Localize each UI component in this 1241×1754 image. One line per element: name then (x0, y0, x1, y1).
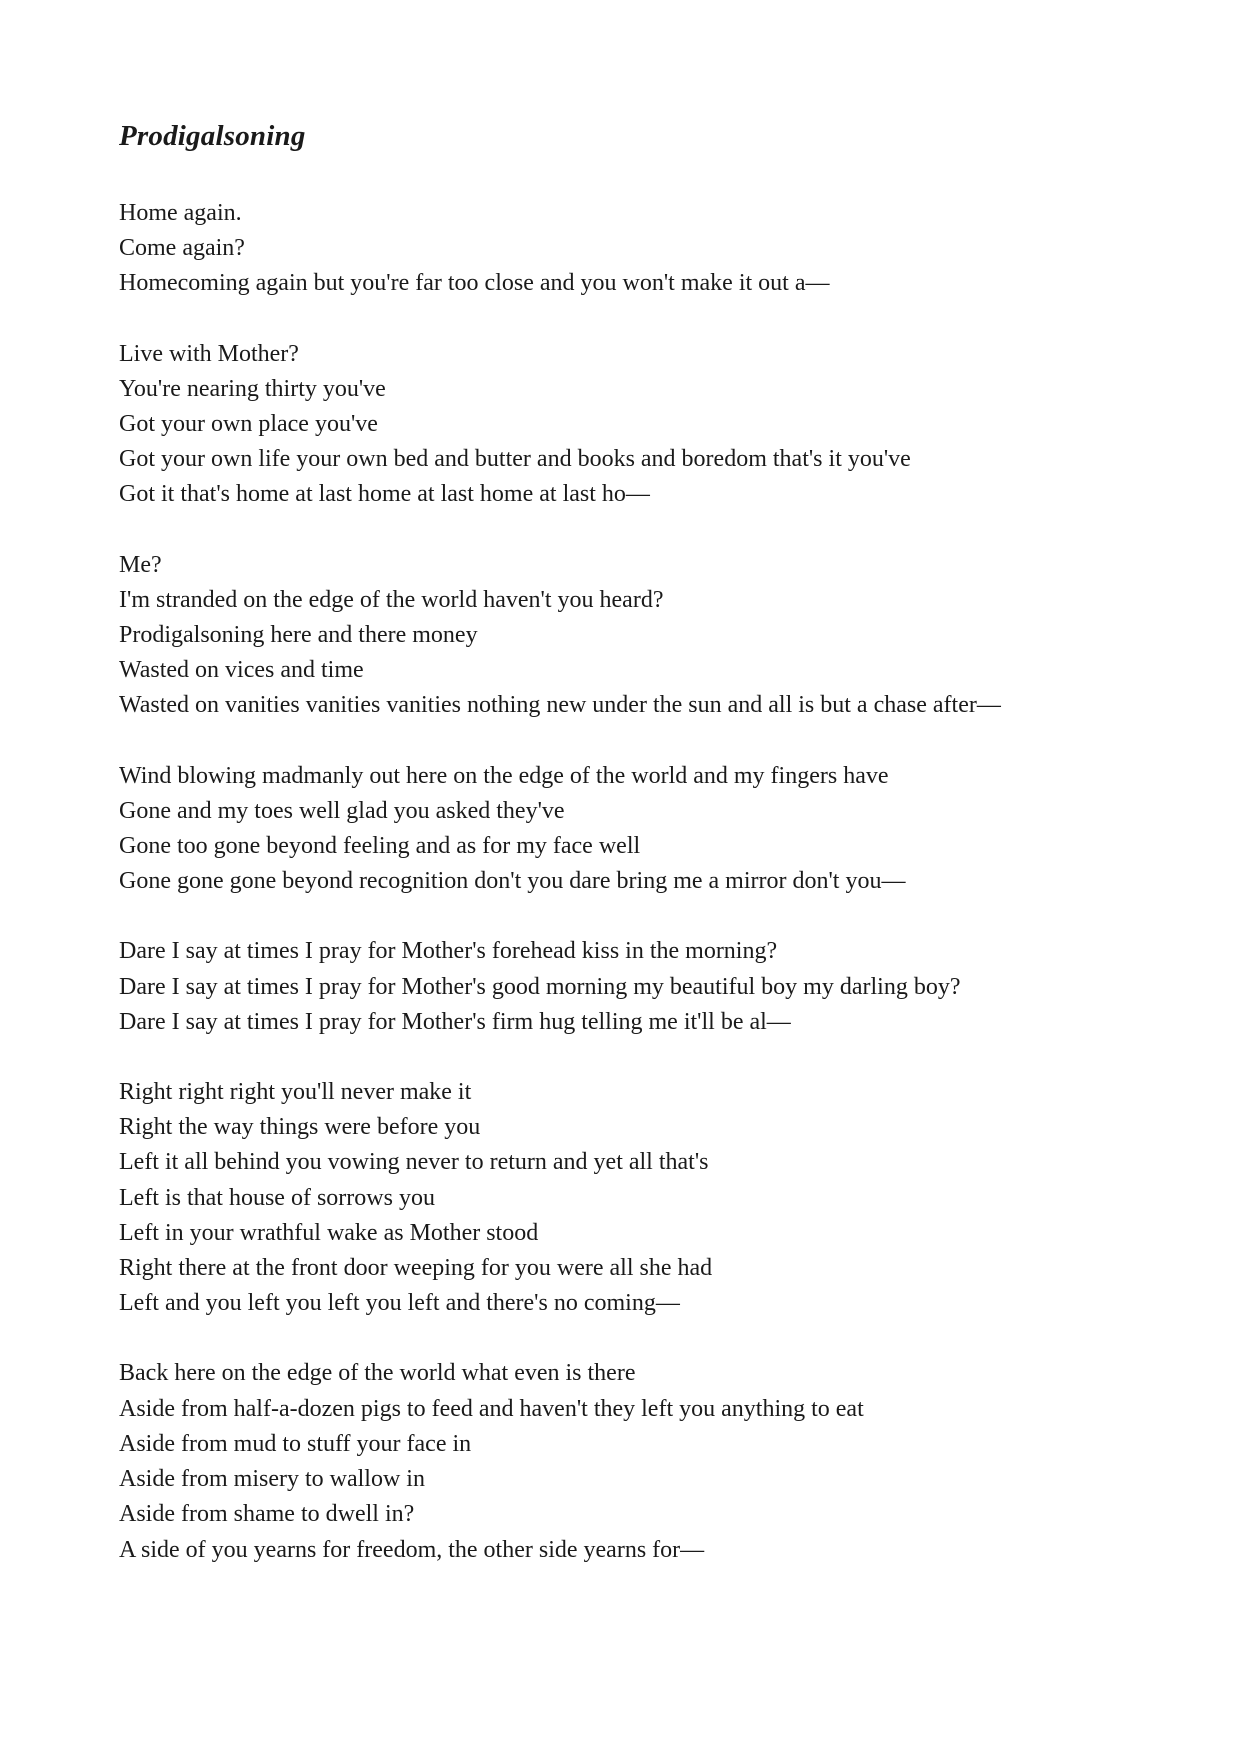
poem-title: Prodigalsoning (119, 120, 306, 152)
poem-line: Right the way things were before you (119, 1114, 481, 1141)
poem-line: Gone and my toes well glad you asked they've (119, 797, 565, 824)
poem-line: Prodigalsoning here and there money (119, 622, 478, 649)
stanza-7 (119, 1356, 1169, 1567)
poem-line: Come again? (119, 235, 245, 262)
poem-line: Gone gone gone beyond recognition don't you dare bring me a mirror don't you— (119, 868, 906, 895)
poem-page (119, 116, 1169, 1603)
poem-line: Aside from mud to stuff your face in (119, 1430, 472, 1457)
poem-line: Dare I say at times I pray for Mother's good morning my beautiful boy my darling boy? (119, 973, 961, 1000)
poem-line: Left and you left you left you left and there's no coming— (119, 1290, 680, 1317)
poem-line: I'm stranded on the edge of the world haven't you heard? (119, 586, 664, 613)
stanza-2 (119, 337, 1169, 513)
poem-line: Gone too gone beyond feeling and as for my face well (119, 833, 641, 860)
stanza-3 (119, 548, 1169, 724)
poem-line: Left is that house of sorrows you (119, 1184, 435, 1211)
stanza-6 (119, 1075, 1169, 1321)
poem-line: Got it that's home at last home at last home at last ho— (119, 481, 650, 508)
poem-line: Dare I say at times I pray for Mother's forehead kiss in the morning? (119, 938, 778, 965)
poem-line: Aside from half-a-dozen pigs to feed and haven't they left you anything to eat (119, 1395, 864, 1422)
poem-line: Left it all behind you vowing never to return and yet all that's (119, 1149, 709, 1176)
poem-line: Back here on the edge of the world what even is there (119, 1360, 636, 1387)
poem-line: Left in your wrathful wake as Mother stood (119, 1219, 539, 1246)
poem-line: Aside from shame to dwell in? (119, 1501, 415, 1528)
poem-line: Aside from misery to wallow in (119, 1466, 425, 1493)
poem-line: Wind blowing madmanly out here on the edge of the world and my fingers have (119, 762, 889, 789)
poem-line: Got your own place you've (119, 411, 378, 438)
poem-line: Right there at the front door weeping for you were all she had (119, 1255, 713, 1282)
poem-line: Right right right you'll never make it (119, 1079, 472, 1106)
poem-line: A side of you yearns for freedom, the other side yearns for— (119, 1536, 705, 1563)
poem-line: Wasted on vices and time (119, 657, 364, 684)
poem-line: You're nearing thirty you've (119, 375, 386, 402)
stanza-4 (119, 759, 1169, 900)
poem-line: Me? (119, 551, 162, 578)
poem-line: Got your own life your own bed and butter and books and boredom that's it you've (119, 446, 911, 473)
stanza-1 (119, 196, 1169, 302)
poem-line: Wasted on vanities vanities vanities nothing new under the sun and all is but a chase after— (119, 692, 1001, 719)
poem-line: Dare I say at times I pray for Mother's firm hug telling me it'll be al— (119, 1008, 791, 1035)
stanza-5 (119, 934, 1169, 1040)
poem-line: Homecoming again but you're far too close and you won't make it out a— (119, 270, 830, 297)
poem-line: Home again. (119, 200, 242, 226)
poem-line: Live with Mother? (119, 340, 299, 367)
